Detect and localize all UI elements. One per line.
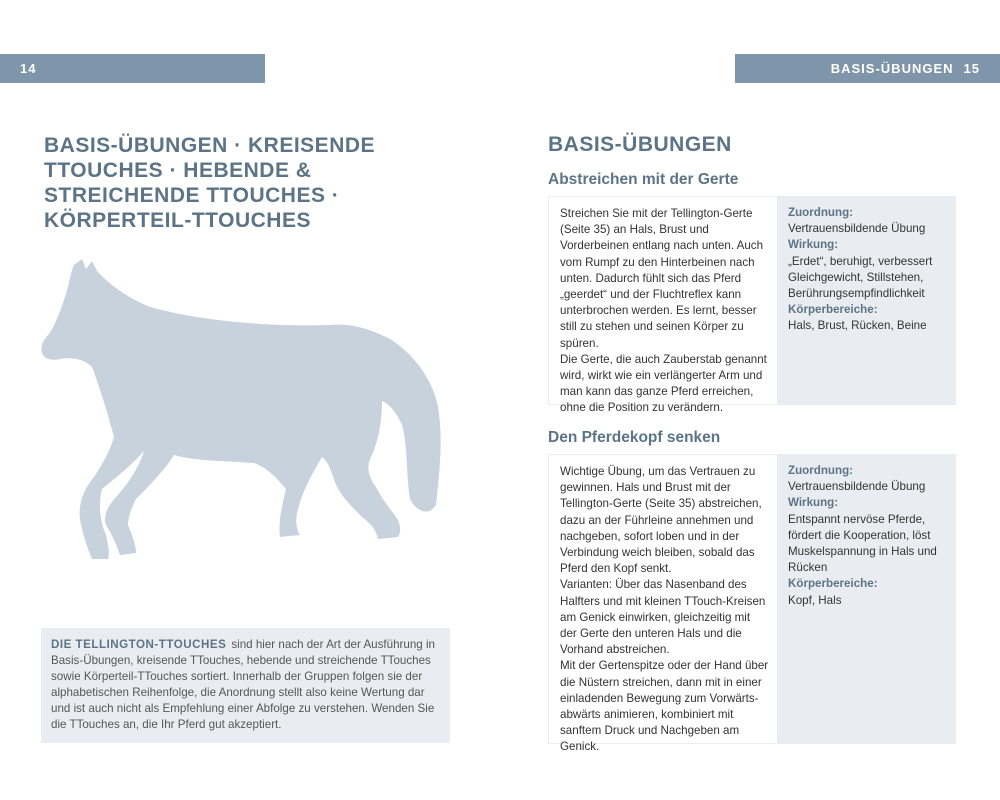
caption-lead: DIE TELLINGTON-TTOUCHES bbox=[51, 638, 227, 651]
zuordnung-label: Zuordnung: bbox=[788, 464, 854, 477]
exercise-paragraph: Varianten: Über das Nasenband des Halfters und mit kleinen TTouch-Kreisen am Genick einwirken, gleichzeitig mit der Gerte den unteren Hals und die Vorhand abstreichen. bbox=[560, 578, 766, 657]
exercise-description bbox=[548, 196, 778, 415]
exercise-heading-abstreichen: Abstreichen mit der Gerte bbox=[548, 171, 739, 188]
right-page-header bbox=[735, 54, 1000, 83]
koerperbereiche-value: Kopf, Hals bbox=[788, 593, 842, 607]
exercise-paragraph: Wichtige Übung, um das Vertrauen zu gewinnen. Hals und Brust mit der Tellington-Gerte (Seite 35) abstreichen, dazu an der Führleine annehmen und nachgeben, sofort loben und in der Verbindung weich bleiben, sobald das Pferd den Kopf senkt. bbox=[560, 465, 762, 576]
right-page-title: BASIS-ÜBUNGEN bbox=[548, 133, 732, 156]
exercise-heading-pferdekopf: Den Pferdekopf senken bbox=[548, 429, 721, 446]
exercise-description bbox=[548, 454, 778, 754]
wirkung-label: Wirkung: bbox=[788, 496, 839, 510]
exercise-paragraph: Die Gerte, die auch Zauberstab genannt wird, wirkt wie ein verlängerter Arm und man kann das ganze Pferd erreichen, ohne die Position zu verändern. bbox=[560, 352, 767, 415]
exercise-paragraph: Streichen Sie mit der Tellington-Gerte (Seite 35) an Hals, Brust und Vorderbeinen entlang nach unten. Auch vom Rumpf zu den Hinterbeinen nach unten. Dadurch fühlt sich das Pferd „geerdet“ und der Fluchtreflex kann unterbrochen werden. Es lernt, besser still zu stehen und seinen Körper zu spüren. bbox=[560, 207, 764, 350]
horse-silhouette-illustration bbox=[40, 255, 450, 570]
exercise-box-pferdekopf bbox=[548, 454, 956, 754]
koerperbereiche-label: Körperbereiche: bbox=[788, 577, 878, 591]
exercise-info bbox=[778, 196, 956, 405]
zuordnung-value: Vertrauensbildende Übung bbox=[788, 480, 926, 494]
left-page-title: BASIS-ÜBUNGEN · KREISENDE TTOUCHES · HEBENDE & STREICHENDE TTOUCHES · KÖRPERTEIL-TTOUCHES bbox=[44, 134, 376, 232]
left-page-number: 14 bbox=[20, 61, 37, 76]
intro-caption-box bbox=[41, 628, 450, 743]
caption-text: sind hier nach der Art der Ausführung in Basis-Übungen, kreisende TTouches, hebende und streichende TTouches sowie Körperteil-TTouches sortiert. Innerhalb der Gruppen folgen sie der alphabetischen Reihenfolge, die Anordnung stellt also keine Wertung dar und ist auch nicht als Empfehlung einer Abfolge zu verstehen. Wenden Sie die TTouches an, die Ihr Pferd gut akzeptiert. bbox=[51, 638, 435, 731]
zuordnung-label: Zuordnung: bbox=[788, 206, 854, 219]
exercise-info bbox=[778, 454, 956, 744]
exercise-paragraph: Mit der Gertenspitze oder der Hand über die Nüstern streichen, dann mit in einer einladenden Bewegung zum Vorwärts-abwärts animieren, kombiniert mit sanftem Druck und Nachgeben am Genick. bbox=[560, 659, 769, 754]
exercise-box-abstreichen bbox=[548, 196, 956, 415]
zuordnung-value: Vertrauensbildende Übung bbox=[788, 222, 926, 236]
right-page-number: 15 bbox=[963, 61, 980, 76]
koerperbereiche-label: Körperbereiche: bbox=[788, 303, 878, 317]
right-section-title: BASIS-ÜBUNGEN bbox=[830, 61, 954, 76]
left-page-header bbox=[0, 54, 265, 83]
koerperbereiche-value: Hals, Brust, Rücken, Beine bbox=[788, 319, 927, 333]
wirkung-value: Entspannt nervöse Pferde, fördert die Kooperation, löst Muskelspannung in Hals und Rücken bbox=[788, 512, 937, 575]
wirkung-value: „Erdet“, beruhigt, verbessert Gleichgewicht, Stillstehen, Berührungsempfindlichkeit bbox=[788, 254, 933, 301]
wirkung-label: Wirkung: bbox=[788, 238, 839, 252]
